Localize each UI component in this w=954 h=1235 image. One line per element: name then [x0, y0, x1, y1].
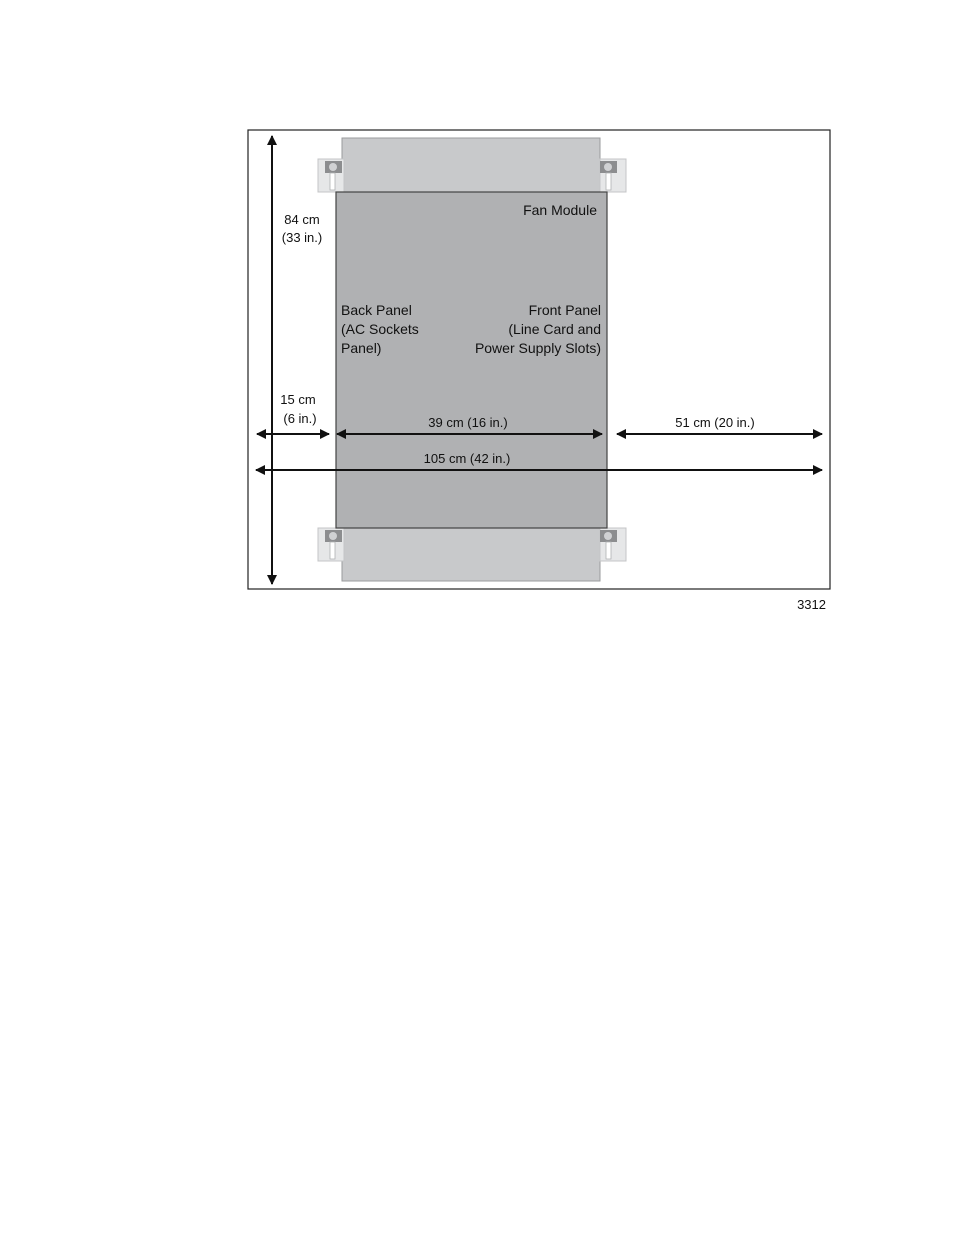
bracket-top-left: [318, 159, 344, 192]
height-label-in: (33 in.): [281, 230, 323, 245]
top-rail: [342, 138, 600, 194]
height-label-cm: 84 cm: [284, 212, 320, 227]
bracket-bottom-right: [600, 528, 626, 561]
bracket-bottom-left: [318, 528, 344, 561]
bottom-rail: [342, 527, 600, 581]
fan-module-label: Fan Module: [523, 202, 597, 218]
back-clearance-cm: 15 cm: [280, 392, 316, 407]
front-panel-label: Power Supply Slots): [474, 340, 601, 356]
front-clearance-label: 51 cm (20 in.): [675, 415, 755, 430]
front-panel-label: Front Panel: [528, 302, 601, 318]
total-width-label: 105 cm (42 in.): [423, 451, 511, 466]
figure-number: 3312: [797, 597, 826, 612]
back-panel-label: (AC Sockets: [341, 321, 419, 337]
chassis-body: [336, 192, 607, 528]
back-panel-label: Back Panel: [341, 302, 412, 318]
front-panel-label: (Line Card and: [508, 321, 601, 337]
back-panel-label: Panel): [341, 340, 382, 356]
bracket-top-right: [600, 159, 626, 192]
chassis-width-label: 39 cm (16 in.): [428, 415, 508, 430]
back-clearance-in: (6 in.): [283, 411, 317, 426]
